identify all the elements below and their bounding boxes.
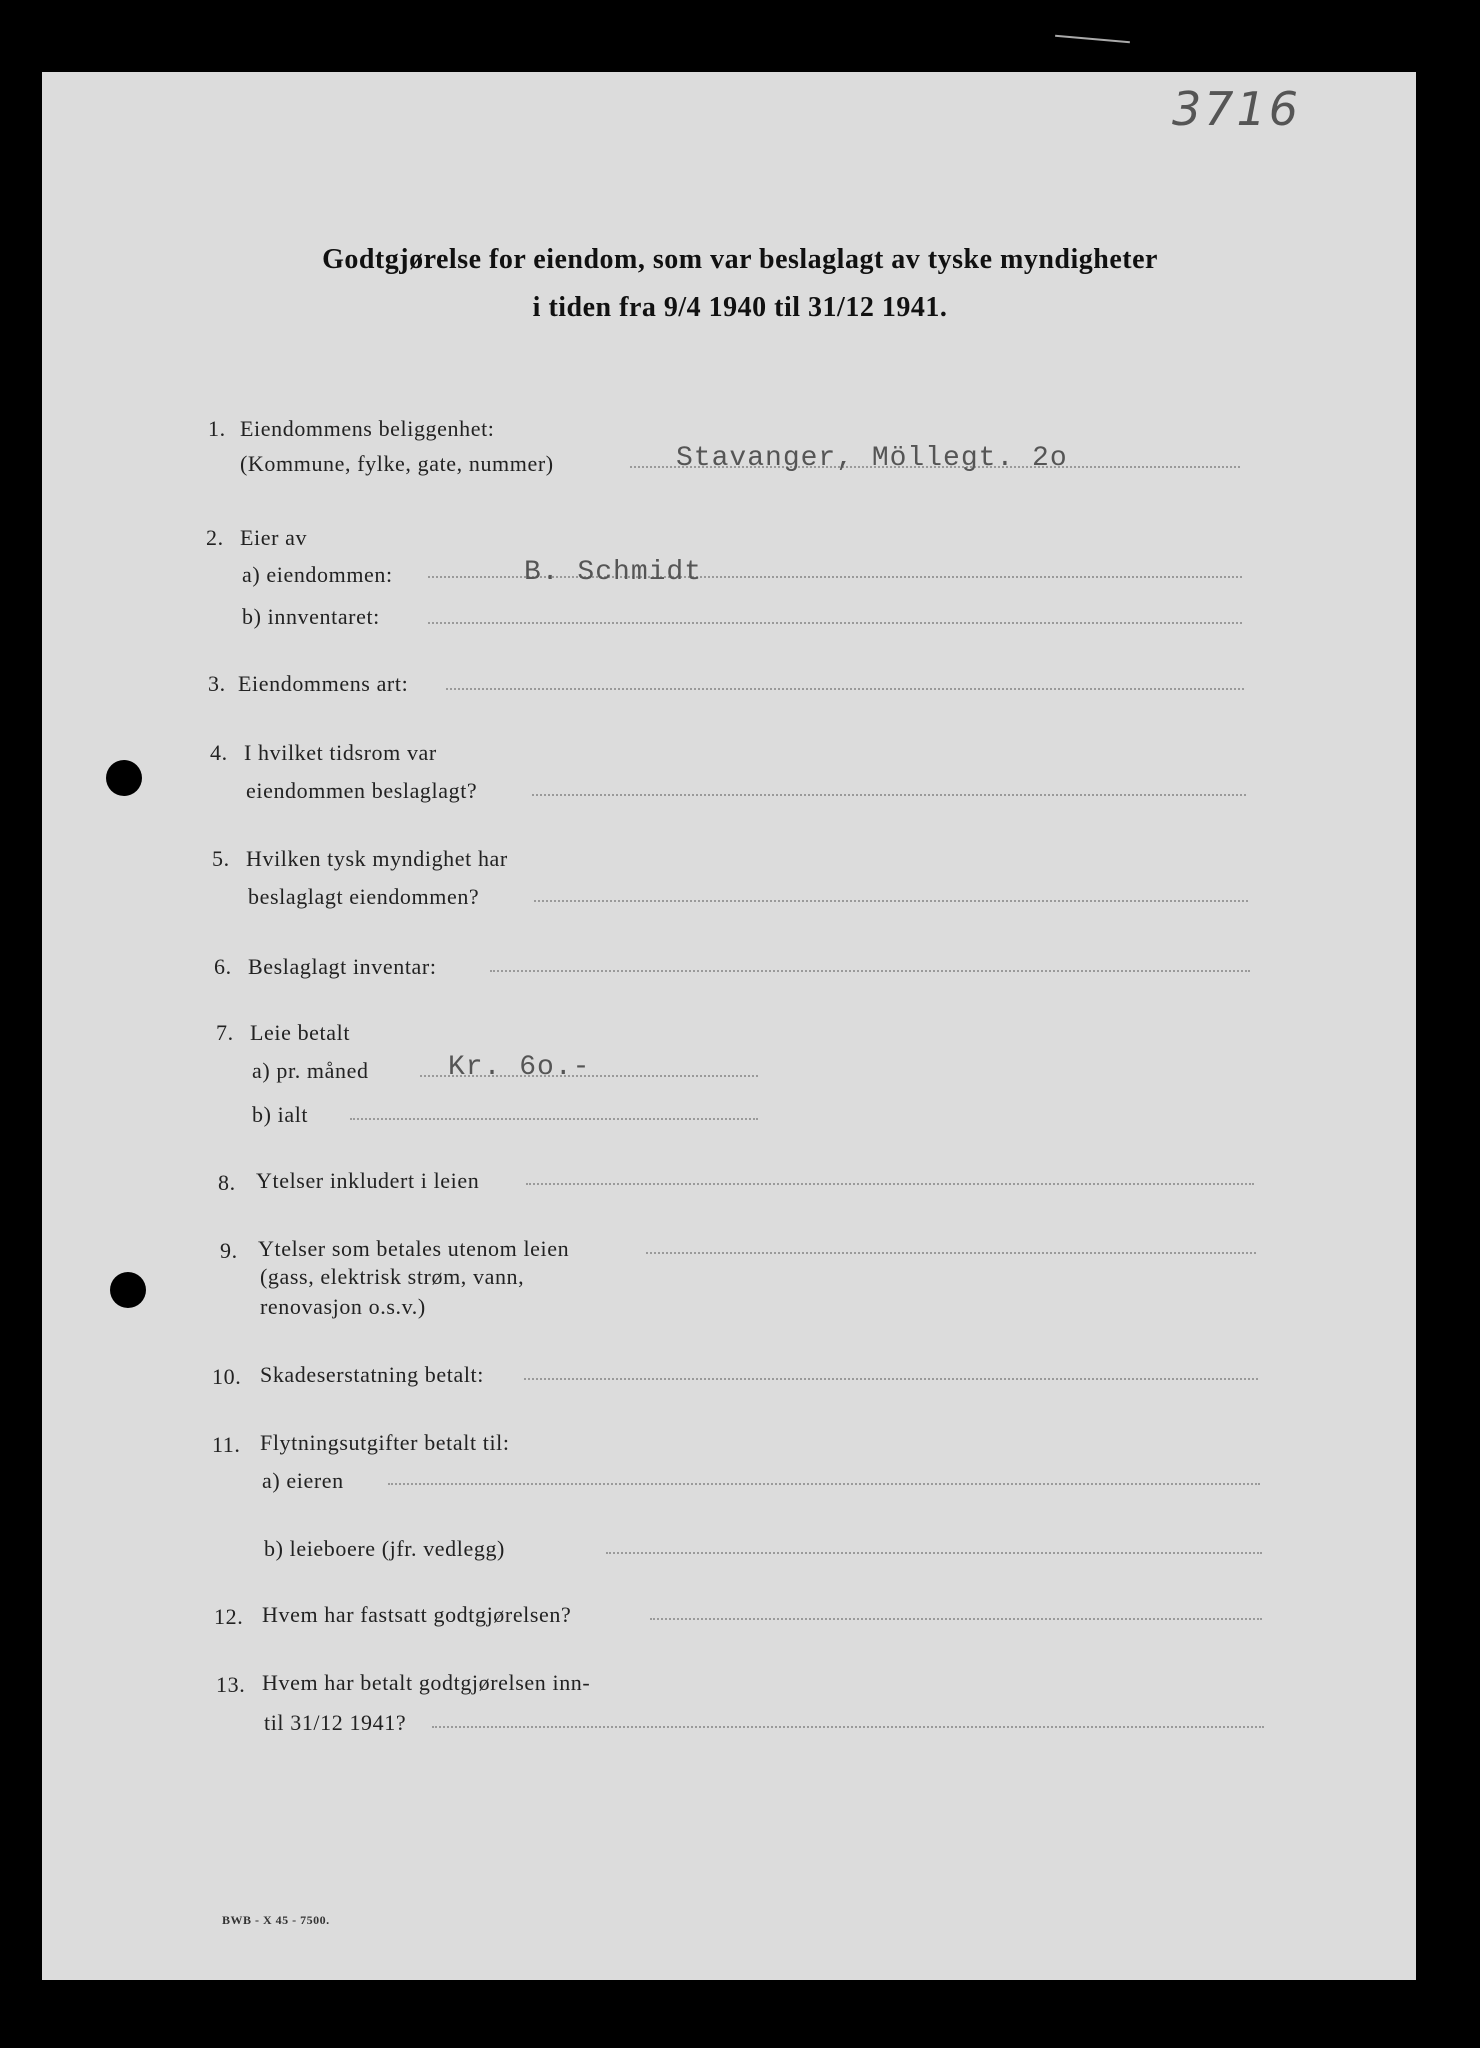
q8-answer-line [526, 1183, 1254, 1185]
q3-number: 3. [208, 671, 226, 696]
q9-number: 9. [220, 1238, 238, 1263]
q10-number: 10. [212, 1364, 242, 1389]
q6-number: 6. [214, 954, 232, 979]
q13-label: Hvem har betalt godtgjørelsen inn- [262, 1670, 591, 1695]
q13-answer-line [432, 1726, 1264, 1728]
q4-label: I hvilket tidsrom var [244, 740, 437, 765]
q5-label: Hvilken tysk myndighet har [246, 846, 508, 871]
q11b-answer-line [606, 1552, 1262, 1554]
q9-answer-line [646, 1252, 1256, 1254]
form-title-line-1: Godtgjørelse for eiendom, som var beslaglagt av tyske myndigheter [322, 244, 1158, 275]
q2a-label: a) eiendommen: [242, 562, 393, 587]
q4-label-2: eiendommen beslaglagt? [246, 778, 478, 803]
q5-number: 5. [212, 846, 230, 871]
q12-label: Hvem har fastsatt godtgjørelsen? [262, 1602, 572, 1627]
q1-sublabel: (Kommune, fylke, gate, nummer) [240, 451, 554, 476]
q9-label: Ytelser som betales utenom leien [258, 1236, 570, 1261]
q8-label: Ytelser inkludert i leien [256, 1168, 480, 1193]
q9-label-3: renovasjon o.s.v.) [260, 1294, 426, 1319]
q7b-answer-line [350, 1118, 758, 1120]
pen-mark [1055, 35, 1130, 44]
q11a-answer-line [388, 1483, 1260, 1485]
q6-label: Beslaglagt inventar: [248, 954, 437, 979]
q2b-label: b) innventaret: [242, 604, 380, 629]
q4-number: 4. [210, 740, 228, 765]
q1-number: 1. [208, 416, 226, 441]
q8-number: 8. [218, 1170, 236, 1195]
q1-answer: Stavanger, Möllegt. 2o [676, 443, 1068, 474]
q5-answer-line [534, 900, 1248, 902]
q7-number: 7. [216, 1020, 234, 1045]
punch-hole-top [106, 760, 142, 796]
q11-number: 11. [212, 1432, 241, 1457]
q7-label: Leie betalt [250, 1020, 351, 1045]
q5-label-2: beslaglagt eiendommen? [248, 884, 480, 909]
q10-answer-line [524, 1378, 1258, 1380]
q3-answer-line [446, 688, 1244, 690]
q12-answer-line [650, 1618, 1262, 1620]
q4-answer-line [532, 794, 1246, 796]
q12-number: 12. [214, 1604, 244, 1629]
q11a-label: a) eieren [262, 1468, 344, 1493]
q7a-label: a) pr. måned [252, 1058, 369, 1083]
q9-label-2: (gass, elektrisk strøm, vann, [260, 1264, 525, 1289]
form-sheet [42, 72, 1416, 1980]
q13-number: 13. [216, 1672, 246, 1697]
q11b-label: b) leieboere (jfr. vedlegg) [264, 1536, 505, 1561]
q3-label: Eiendommens art: [238, 671, 409, 696]
q13-label-2: til 31/12 1941? [264, 1710, 407, 1735]
form-title-line-2: i tiden fra 9/4 1940 til 31/12 1941. [532, 292, 948, 323]
q11-label: Flytningsutgifter betalt til: [260, 1430, 510, 1455]
q10-label: Skadeserstatning betalt: [260, 1362, 484, 1387]
q1-label: Eiendommens beliggenhet: [240, 416, 495, 441]
q6-answer-line [490, 970, 1250, 972]
q2-number: 2. [206, 525, 224, 550]
q2-label: Eier av [240, 525, 308, 550]
q2b-answer-line [428, 622, 1242, 624]
q7b-label: b) ialt [252, 1102, 309, 1127]
handwritten-number: 3716 [1172, 82, 1302, 136]
print-code: BWB - X 45 - 7500. [222, 1913, 330, 1927]
q7a-answer: Kr. 6o.- [448, 1052, 591, 1083]
punch-hole-bottom [110, 1272, 146, 1308]
q2a-answer: B. Schmidt [524, 557, 703, 588]
